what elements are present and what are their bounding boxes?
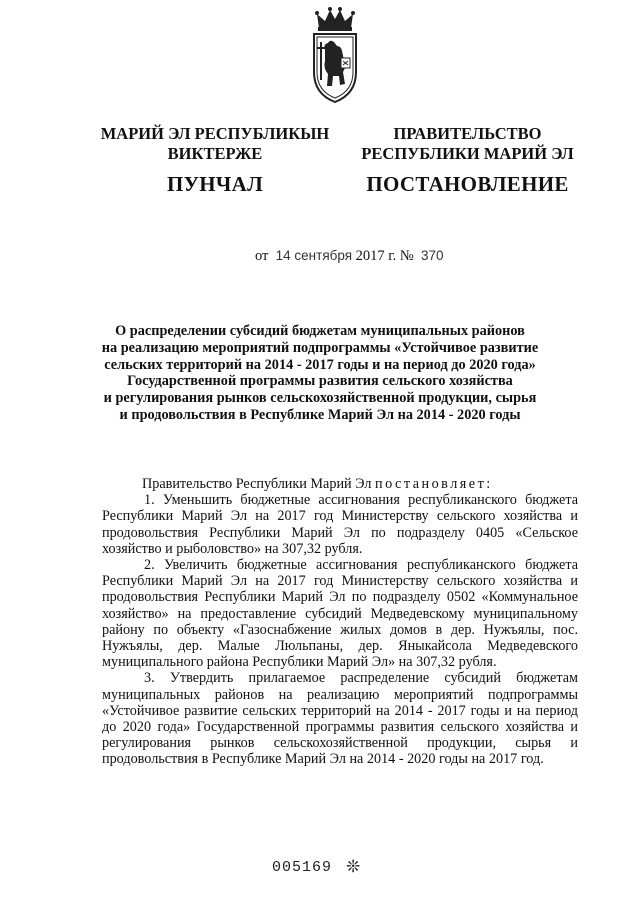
title-line: на реализацию мероприятий подпрограммы «Устойчивое развитие [101,339,539,356]
title-line: и регулирования рынков сельскохозяйственной продукции, сырья [103,390,537,407]
header-right-block [355,124,580,196]
header-right-line-2: РЕСПУБЛИКИ МАРИЙ ЭЛ [361,144,574,163]
header-right-doc-type: ПОСТАНОВЛЕНИЕ [366,172,569,196]
paragraph-3: 3. Утвердить прилагаемое распределение субсидий бюджетам муниципальных районов на реализацию мероприятий подпрограммы «Устойчивое развитие сельских территорий на 2014 - 2017 годы и на период до 2020 года» Государственной программы развития сельского хозяйства и регулирования рынков сельскохозяйственной продукции, сырья и продовольствия в Республике Марий Эл на 2014 - 2020 годы на 2017 год. [102,670,578,768]
date-year-number-label: 2017 г. № [355,248,414,264]
lead-keyword: постановляет: [374,476,493,492]
paragraph-1: 1. Уменьшить бюджетные ассигнования республиканского бюджета Республики Марий Эл на 2017 год Министерству сельского хозяйства и продовольствия Республики Марий Эл по подразделу 0405 «Сельское хозяйство и рыболовство» на 307,32 рубля. [102,492,578,557]
title-line: О распределении субсидий бюджетам муниципальных районов [115,323,525,339]
title-line: сельских территорий на 2014 - 2017 годы и на период до 2020 года» [104,356,536,373]
document-body [102,476,578,768]
document-number: 370 [420,248,444,263]
lead-paragraph [102,476,578,492]
header-right-line-1: ПРАВИТЕЛЬСТВО [393,124,542,143]
header-left-line-1: МАРИЙ ЭЛ РЕСПУБЛИКЫН [100,124,330,143]
date-prefix: от [255,248,269,264]
document-title [60,323,580,424]
date-day-month: 14 сентября [275,248,353,263]
document-date-line [255,248,443,265]
coat-of-arms-icon [303,6,367,106]
form-serial-number: 005169 [272,859,333,876]
lead-text: Правительство Республики Марий Эл [142,476,372,492]
ornament-icon: ❊ [346,857,361,877]
title-line: и продовольствия в Республике Марий Эл на 2014 - 2020 годы [119,406,521,423]
paragraph-2: 2. Увеличить бюджетные ассигнования республиканского бюджета Республики Марий Эл на 2017 год Министерству сельского хозяйства и продовольствия Республики Марий Эл по подразделу 0502 «Коммунальное хозяйство» на предоставление субсидий Медведевскому муниципальному району по объекту «Газоснабжение жилых домов в дер. Нужъялы, пос. Нужъялы, дер. Малые Люльпаны, дер. Яныкайсола Медведевского муниципального района Республики Марий Эл» на 307,32 рубля. [102,557,578,671]
header-left-doc-type: ПУНЧАЛ [166,172,264,196]
header-left-line-2: ВИКТЕРЖЕ [167,144,263,163]
title-line: Государственной программы развития сельского хозяйства [127,373,513,390]
header-left-block [95,124,335,196]
